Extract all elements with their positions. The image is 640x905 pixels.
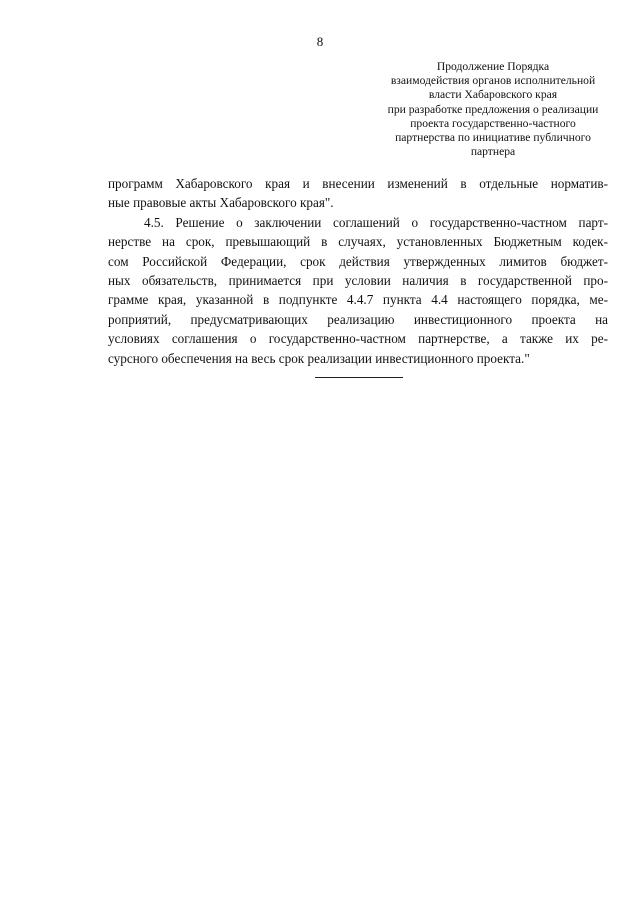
body-line: условиях соглашения о государственно-частном партнерстве, а также их ре- — [108, 331, 608, 347]
page-number: 8 — [316, 34, 324, 49]
body-line: программ Хабаровского края и внесении изменений в отдельные норматив- — [108, 176, 608, 191]
header-line: партнерства по инициативе публичного — [395, 131, 591, 145]
header-line: при разработке предложения о реализации — [387, 102, 599, 116]
header-line: Продолжение Порядка — [436, 60, 550, 73]
body-line: ных обязательств, принимается при условии наличия в государственной про- — [108, 272, 608, 288]
body-line: нерстве на срок, превышающий в случаях, установленных Бюджетным кодек- — [108, 234, 608, 250]
document-body — [108, 174, 608, 368]
body-line: грамме края, указанной в подпункте 4.4.7 пункта 4.4 настоящего порядка, ме- — [108, 292, 608, 308]
header-line: власти Хабаровского края — [428, 88, 558, 102]
end-separator-line — [315, 377, 403, 378]
header-line: проекта государственно-частного — [410, 116, 576, 130]
body-line: роприятий, предусматривающих реализацию инвестиционного проекта на — [108, 311, 608, 327]
header-line: взаимодействия органов исполнительной — [390, 74, 596, 88]
document-header — [362, 60, 624, 159]
body-line: сурсного обеспечения на весь срок реализации инвестиционного проекта." — [108, 350, 530, 366]
body-line: 4.5. Решение о заключении соглашений о государственно-частном парт- — [144, 214, 608, 230]
header-line: партнера — [470, 145, 516, 159]
body-line: сом Российской Федерации, срок действия утвержденных лимитов бюджет- — [108, 253, 608, 269]
body-line: ные правовые акты Хабаровского края". — [108, 195, 334, 211]
